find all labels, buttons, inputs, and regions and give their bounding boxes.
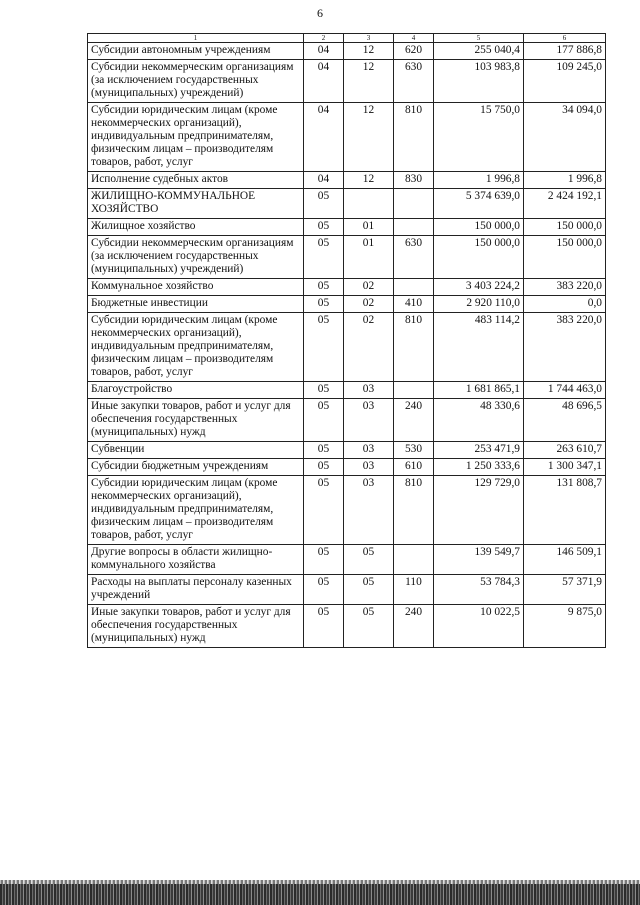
section-code-cell: 05: [304, 459, 344, 476]
row-name-cell: ЖИЛИЩНО-КОММУНАЛЬНОЕ ХОЗЯЙСТВО: [88, 189, 304, 219]
row-name-cell: Субсидии некоммерческим организациям (за исключением государственных (муниципальных) учреждений): [88, 60, 304, 103]
expense-type-cell: 410: [394, 296, 434, 313]
row-name-cell: Субсидии бюджетным учреждениям: [88, 459, 304, 476]
table-row: [88, 382, 606, 399]
row-name-cell: Субсидии юридическим лицам (кроме некоммерческих организаций), индивидуальным предпринимателям, физическим лицам – производителям товаров, работ, услуг: [88, 476, 304, 545]
table-row: [88, 103, 606, 172]
page-number: 6: [317, 6, 323, 20]
column-number-header: 2: [304, 34, 344, 43]
table-row: [88, 442, 606, 459]
section-code-cell: 05: [304, 399, 344, 442]
subsection-code-cell: 12: [344, 60, 394, 103]
section-code-cell: 04: [304, 60, 344, 103]
section-code-cell: 04: [304, 43, 344, 60]
amount-first-cell: 53 784,3: [434, 575, 524, 605]
scan-artifact-band: [0, 880, 640, 905]
amount-first-cell: 1 681 865,1: [434, 382, 524, 399]
expense-type-cell: 610: [394, 459, 434, 476]
section-code-cell: 05: [304, 545, 344, 575]
row-name-cell: Иные закупки товаров, работ и услуг для обеспечения государственных (муниципальных) нужд: [88, 399, 304, 442]
expense-type-cell: [394, 219, 434, 236]
table-row: [88, 399, 606, 442]
table-row: [88, 313, 606, 382]
amount-first-cell: 255 040,4: [434, 43, 524, 60]
amount-first-cell: 103 983,8: [434, 60, 524, 103]
section-code-cell: 05: [304, 279, 344, 296]
section-code-cell: 05: [304, 575, 344, 605]
amount-second-cell: 150 000,0: [524, 219, 606, 236]
table-row: [88, 459, 606, 476]
table-row: [88, 60, 606, 103]
expense-type-cell: [394, 545, 434, 575]
subsection-code-cell: 03: [344, 399, 394, 442]
section-code-cell: 05: [304, 219, 344, 236]
subsection-code-cell: 12: [344, 172, 394, 189]
row-name-cell: Расходы на выплаты персоналу казенных учреждений: [88, 575, 304, 605]
subsection-code-cell: 05: [344, 605, 394, 648]
subsection-code-cell: 05: [344, 545, 394, 575]
column-number-header: 6: [524, 34, 606, 43]
table-row: [88, 236, 606, 279]
amount-first-cell: 150 000,0: [434, 219, 524, 236]
expense-type-cell: 530: [394, 442, 434, 459]
column-number-header: 1: [88, 34, 304, 43]
row-name-cell: Жилищное хозяйство: [88, 219, 304, 236]
amount-second-cell: 2 424 192,1: [524, 189, 606, 219]
amount-second-cell: 0,0: [524, 296, 606, 313]
amount-first-cell: 150 000,0: [434, 236, 524, 279]
subsection-code-cell: 03: [344, 382, 394, 399]
amount-first-cell: 3 403 224,2: [434, 279, 524, 296]
row-name-cell: Бюджетные инвестиции: [88, 296, 304, 313]
column-number-header: 3: [344, 34, 394, 43]
amount-second-cell: 177 886,8: [524, 43, 606, 60]
expense-type-cell: [394, 279, 434, 296]
subsection-code-cell: 12: [344, 103, 394, 172]
table-row: [88, 279, 606, 296]
row-name-cell: Иные закупки товаров, работ и услуг для обеспечения государственных (муниципальных) нужд: [88, 605, 304, 648]
subsection-code-cell: [344, 189, 394, 219]
section-code-cell: 05: [304, 189, 344, 219]
subsection-code-cell: 02: [344, 313, 394, 382]
expense-type-cell: [394, 382, 434, 399]
section-code-cell: 05: [304, 442, 344, 459]
expense-type-cell: 830: [394, 172, 434, 189]
subsection-code-cell: 02: [344, 279, 394, 296]
section-code-cell: 04: [304, 172, 344, 189]
column-number-header: 5: [434, 34, 524, 43]
section-code-cell: 05: [304, 605, 344, 648]
subsection-code-cell: 12: [344, 43, 394, 60]
row-name-cell: Субсидии некоммерческим организациям (за исключением государственных (муниципальных) учреждений): [88, 236, 304, 279]
column-number-header: 4: [394, 34, 434, 43]
amount-second-cell: 9 875,0: [524, 605, 606, 648]
amount-first-cell: 1 996,8: [434, 172, 524, 189]
table-row: [88, 545, 606, 575]
amount-first-cell: 139 549,7: [434, 545, 524, 575]
table-body: [88, 43, 606, 648]
subsection-code-cell: 01: [344, 219, 394, 236]
section-code-cell: 04: [304, 103, 344, 172]
section-code-cell: 05: [304, 313, 344, 382]
expense-type-cell: 110: [394, 575, 434, 605]
amount-first-cell: 5 374 639,0: [434, 189, 524, 219]
expense-type-cell: 630: [394, 236, 434, 279]
table-row: [88, 476, 606, 545]
amount-first-cell: 10 022,5: [434, 605, 524, 648]
subsection-code-cell: 02: [344, 296, 394, 313]
expense-type-cell: 620: [394, 43, 434, 60]
table-row: [88, 605, 606, 648]
subsection-code-cell: 03: [344, 459, 394, 476]
amount-first-cell: 1 250 333,6: [434, 459, 524, 476]
amount-first-cell: 129 729,0: [434, 476, 524, 545]
amount-second-cell: 34 094,0: [524, 103, 606, 172]
row-name-cell: Коммунальное хозяйство: [88, 279, 304, 296]
amount-second-cell: 150 000,0: [524, 236, 606, 279]
table-row: [88, 189, 606, 219]
amount-second-cell: 131 808,7: [524, 476, 606, 545]
subsection-code-cell: 03: [344, 442, 394, 459]
amount-second-cell: 109 245,0: [524, 60, 606, 103]
table-row: [88, 43, 606, 60]
section-code-cell: 05: [304, 236, 344, 279]
subsection-code-cell: 05: [344, 575, 394, 605]
expense-type-cell: 240: [394, 399, 434, 442]
table-row: [88, 296, 606, 313]
budget-table: [87, 33, 606, 648]
row-name-cell: Другие вопросы в области жилищно-коммунального хозяйства: [88, 545, 304, 575]
table-row: [88, 575, 606, 605]
section-code-cell: 05: [304, 476, 344, 545]
expense-type-cell: 810: [394, 476, 434, 545]
expense-type-cell: 630: [394, 60, 434, 103]
section-code-cell: 05: [304, 382, 344, 399]
section-code-cell: 05: [304, 296, 344, 313]
amount-first-cell: 2 920 110,0: [434, 296, 524, 313]
expense-type-cell: 810: [394, 313, 434, 382]
table-row: [88, 172, 606, 189]
subsection-code-cell: 03: [344, 476, 394, 545]
amount-second-cell: 1 744 463,0: [524, 382, 606, 399]
amount-second-cell: 1 300 347,1: [524, 459, 606, 476]
amount-second-cell: 48 696,5: [524, 399, 606, 442]
row-name-cell: Исполнение судебных актов: [88, 172, 304, 189]
amount-second-cell: 146 509,1: [524, 545, 606, 575]
expense-type-cell: [394, 189, 434, 219]
amount-first-cell: 48 330,6: [434, 399, 524, 442]
amount-first-cell: 253 471,9: [434, 442, 524, 459]
amount-second-cell: 1 996,8: [524, 172, 606, 189]
row-name-cell: Субсидии юридическим лицам (кроме некоммерческих организаций), индивидуальным предпринимателям, физическим лицам – производителям товаров, работ, услуг: [88, 103, 304, 172]
amount-first-cell: 483 114,2: [434, 313, 524, 382]
amount-second-cell: 57 371,9: [524, 575, 606, 605]
row-name-cell: Субсидии юридическим лицам (кроме некоммерческих организаций), индивидуальным предпринимателям, физическим лицам – производителям товаров, работ, услуг: [88, 313, 304, 382]
column-number-row: [88, 34, 606, 43]
expense-type-cell: 240: [394, 605, 434, 648]
amount-second-cell: 263 610,7: [524, 442, 606, 459]
table-row: [88, 219, 606, 236]
amount-second-cell: 383 220,0: [524, 279, 606, 296]
row-name-cell: Благоустройство: [88, 382, 304, 399]
subsection-code-cell: 01: [344, 236, 394, 279]
row-name-cell: Субвенции: [88, 442, 304, 459]
row-name-cell: Субсидии автономным учреждениям: [88, 43, 304, 60]
amount-first-cell: 15 750,0: [434, 103, 524, 172]
expense-type-cell: 810: [394, 103, 434, 172]
amount-second-cell: 383 220,0: [524, 313, 606, 382]
